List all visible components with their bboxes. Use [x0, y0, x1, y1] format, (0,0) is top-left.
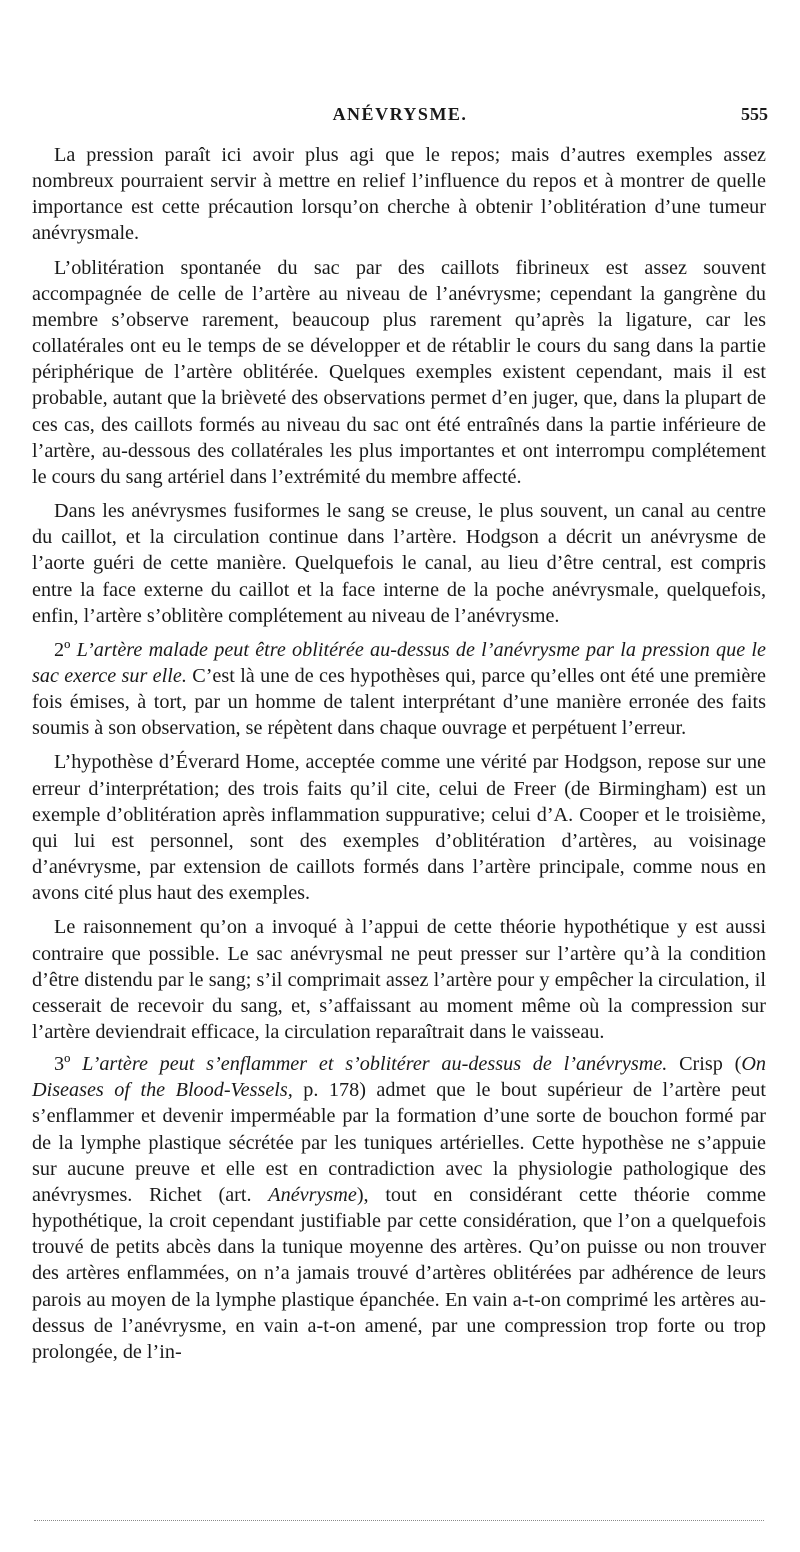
paragraph-6: Le raisonnement qu’on a invoqué à l’appui de cette théorie hypothétique y est aussi contraire que possible. Le sac anévrysmal ne peut presser sur l’artère qu’à la condition d’être distendu par le sang; s’il comprimait assez l’artère pour y empêcher la circulation, il cesserait de recevoir du sang, et, s’affaissant au moment même où la compression sur l’artère deviendrait efficace, la circulation reparaîtrait dans le vaisseau. [32, 916, 766, 1043]
paragraph-3: Dans les anévrysmes fusiformes le sang se creuse, le plus souvent, un canal au centre du caillot, et la circulation continue dans l’artère. Hodgson a décrit un anévrysme de l’aorte guéri de cette manière. Quelquefois le canal, au lieu d’être central, est compris entre la face externe du caillot et la face interne de la poche anévrysmale, quelquefois, enfin, l’artère s’oblitère complétement au niveau de l’anévrysme. [32, 500, 766, 627]
paragraph-5: L’hypothèse d’Éverard Home, acceptée comme une vérité par Hodgson, repose sur une erreur d’interprétation; des trois faits qu’il cite, celui de Freer (de Birmingham) est un exemple d’oblitération après inflammation suppurative; celui d’A. Cooper et le troisième, qui lui est personnel, sont des exemples d’oblitération d’artères, au voisinage d’anévrysme, par extension de caillots formés dans l’artère principale, comme nous en avons cité plus haut des exemples. [32, 751, 766, 905]
running-title: ANÉVRYSME. [332, 104, 468, 124]
paragraph-1: La pression paraît ici avoir plus agi que le repos; mais d’autres exemples assez nombreux pourraient servir à mettre en relief l’influence du repos et à montrer de quelle importance est cette précaution lorsqu’on cherche à obtenir l’oblitération d’une tumeur anévrysmale. [32, 144, 766, 245]
paragraph-4-numbered: 2º L’artère malade peut être oblitérée au-dessus de l’anévrysme par la pression que le sac exerce sur elle. C’est là une de ces hypothèses qui, parce qu’elles ont été une première fois émises, à tort, par un homme de talent interprétant d’une manière erronée des faits soumis à son observation, se répètent dans chaque ouvrage et perpétuent l’erreur. [32, 638, 766, 740]
italic-proposition: L’artère peut s’enflammer et s’oblitérer au-dessus de l’anévrysme. [82, 1053, 668, 1076]
section-number: 2º [54, 638, 71, 661]
section-number: 3º [54, 1053, 71, 1076]
footer-dotted-rule [34, 1520, 764, 1521]
italic-proposition: L’artère malade peut être oblitérée au-dessus de l’anévrysme par la pression que le sac exerce sur elle. [32, 638, 766, 687]
page-body [32, 142, 766, 1365]
italic-book-title: On Diseases of the Blood-Vessels, [32, 1053, 767, 1102]
paragraph-2: L’oblitération spontanée du sac par des caillots fibrineux est assez souvent accompagnée de celle de l’artère au niveau de l’anévrysme; cependant la gangrène du membre s’observe rarement, beaucoup plus rarement qu’après la ligature, car les collatérales ont eu le temps de se développer et de rétablir le cours du sang dans la partie périphérique de l’artère oblitérée. Quelques exemples existent cependant, mais il est probable, autant que la brièveté des observations permet d’en juger, que, dans la plupart de ces cas, des caillots formés au niveau du sac ont été entraînés dans la partie inférieure de l’artère, au-dessous des collatérales les plus importantes et ont interrompu complétement le cours du sang artériel dans l’extrémité du membre affecté. [32, 256, 766, 488]
page-number: 555 [741, 104, 768, 124]
running-header [32, 104, 768, 132]
paragraph-7-numbered: 3º L’artère peut s’enflammer et s’oblitérer au-dessus de l’anévrysme. Crisp (On Diseases of the Blood-Vessels, p. 178) admet que le bout supérieur de l’artère peut s’enflammer et devenir imperméable par la formation d’une sorte de bouchon formé par de la lymphe plastique sécrétée par les tuniques artérielles. Cette hypothèse ne s’appuie sur aucune preuve et elle est en contradiction avec la physiologie pathologique des anévrysmes. Richet (art. Anévrysme), tout en considérant cette théorie comme hypothétique, la croit cependant justifiable par cette considération, que l’on a quelquefois trouvé de petits abcès dans la tunique moyenne des artères. Qu’on puisse ou non trouver des artères enflammées, on n’a jamais trouvé d’artères oblitérées par adhérence de leurs parois au moyen de la lymphe plastique épanchée. En vain a-t-on comprimé les artères au-dessus de l’anévrysme, en vain a-t-on amené, par une compression trop forte ou trop prolongée, de l’in- [32, 1053, 767, 1363]
italic-article-title: Anévrysme [268, 1183, 357, 1206]
